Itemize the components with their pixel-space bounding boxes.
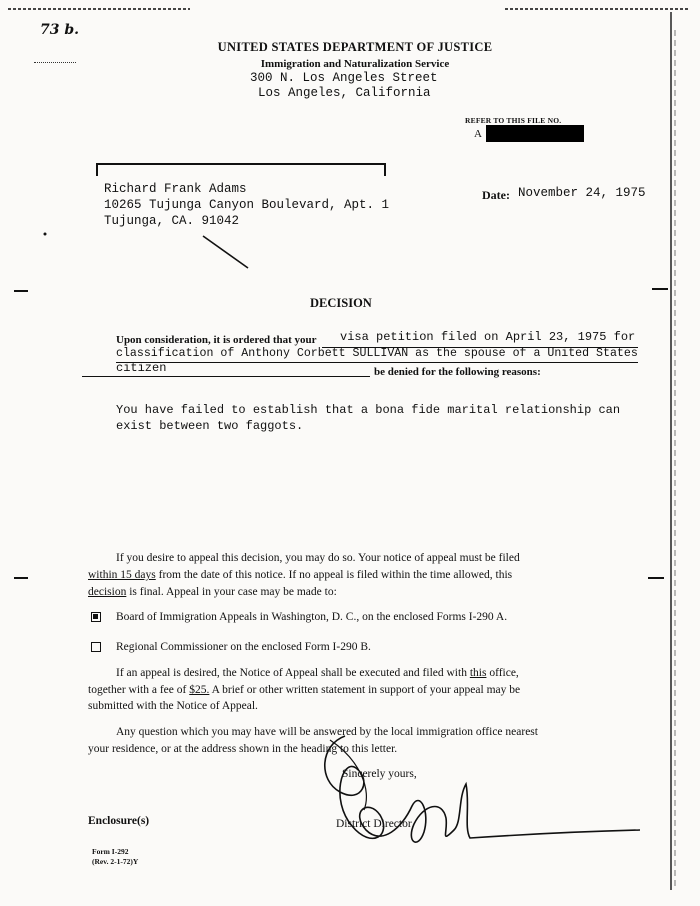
appeal-paragraph-line3-rest: is final. Appeal in your case may be made to: — [126, 586, 337, 598]
fee-paragraph-line1-end: office, — [486, 667, 519, 679]
fee-amount: $25. — [189, 684, 210, 696]
signature-title: District Director — [336, 818, 412, 830]
deadline-text: within 15 days — [88, 569, 156, 581]
date-label: Date: — [482, 188, 510, 202]
fee-paragraph-line2-end: A brief or other written statement in support of your appeal may be — [209, 684, 521, 696]
reason-line2: exist between two faggots. — [116, 419, 304, 433]
enclosure-label: Enclosure(s) — [88, 815, 150, 827]
file-ref-prefix: A — [474, 128, 482, 140]
appeal-paragraph-line2-rest: from the date of this notice. If no appeal is filed within the time allowed, this — [155, 569, 513, 581]
service-name: Immigration and Naturalization Service — [260, 58, 450, 70]
file-ref-label: REFER TO THIS FILE NO. — [465, 116, 562, 125]
department-title: UNITED STATES DEPARTMENT OF JUSTICE — [217, 40, 493, 54]
form-number: Form I-292 — [92, 847, 129, 856]
recipient-street: 10265 Tujunga Canyon Boulevard, Apt. 1 — [104, 198, 390, 212]
office-address-line1: 300 N. Los Angeles Street — [250, 71, 438, 85]
fee-paragraph-line2-text: together with a fee of — [88, 684, 190, 696]
reason-line1: You have failed to establish that a bona fide marital relationship can — [116, 403, 621, 417]
petition-line2: classification of Anthony Corbett SULLIVAN as the spouse of a United States — [116, 347, 638, 360]
petition-line1: visa petition filed on April 23, 1975 for — [340, 330, 636, 344]
regional-appeal-option: Regional Commissioner on the enclosed Form I-290 B. — [116, 641, 371, 653]
decision-word: decision — [88, 586, 127, 598]
fee-paragraph-line3: submitted with the Notice of Appeal. — [88, 700, 258, 712]
closing: Sincerely yours, — [342, 768, 417, 780]
consideration-suffix: be denied for the following reasons: — [374, 366, 541, 378]
recipient-city: Tujunga, CA. 91042 — [104, 214, 240, 228]
fee-paragraph-line1-text: If an appeal is desired, the Notice of Appeal shall be executed and filed with — [116, 667, 470, 679]
petition-line3: citizen — [116, 361, 167, 375]
date-value: November 24, 1975 — [518, 186, 646, 200]
signature-stroke — [325, 736, 640, 842]
margin-note: 73 b. — [40, 22, 80, 38]
hole-dot — [44, 233, 47, 236]
recipient-name: Richard Frank Adams — [104, 182, 247, 196]
form-revision: (Rev. 2-1-72)Y — [92, 857, 139, 866]
this-office-word: this — [469, 667, 487, 679]
question-paragraph-line2: your residence, or at the address shown in the heading to this letter. — [88, 743, 398, 755]
pen-stroke — [203, 236, 248, 268]
consideration-prefix: Upon consideration, it is ordered that your — [116, 334, 317, 346]
appeal-paragraph-line1: If you desire to appeal this decision, you may do so. Your notice of appeal must be filed — [116, 552, 520, 564]
signature-stroke — [330, 740, 366, 810]
office-address-line2: Los Angeles, California — [258, 86, 431, 100]
decision-title: DECISION — [310, 296, 372, 310]
question-paragraph-line1: Any question which you may have will be answered by the local immigration office nearest — [116, 726, 538, 738]
board-appeal-option: Board of Immigration Appeals in Washington, D. C., on the enclosed Forms I-290 A. — [116, 611, 508, 623]
